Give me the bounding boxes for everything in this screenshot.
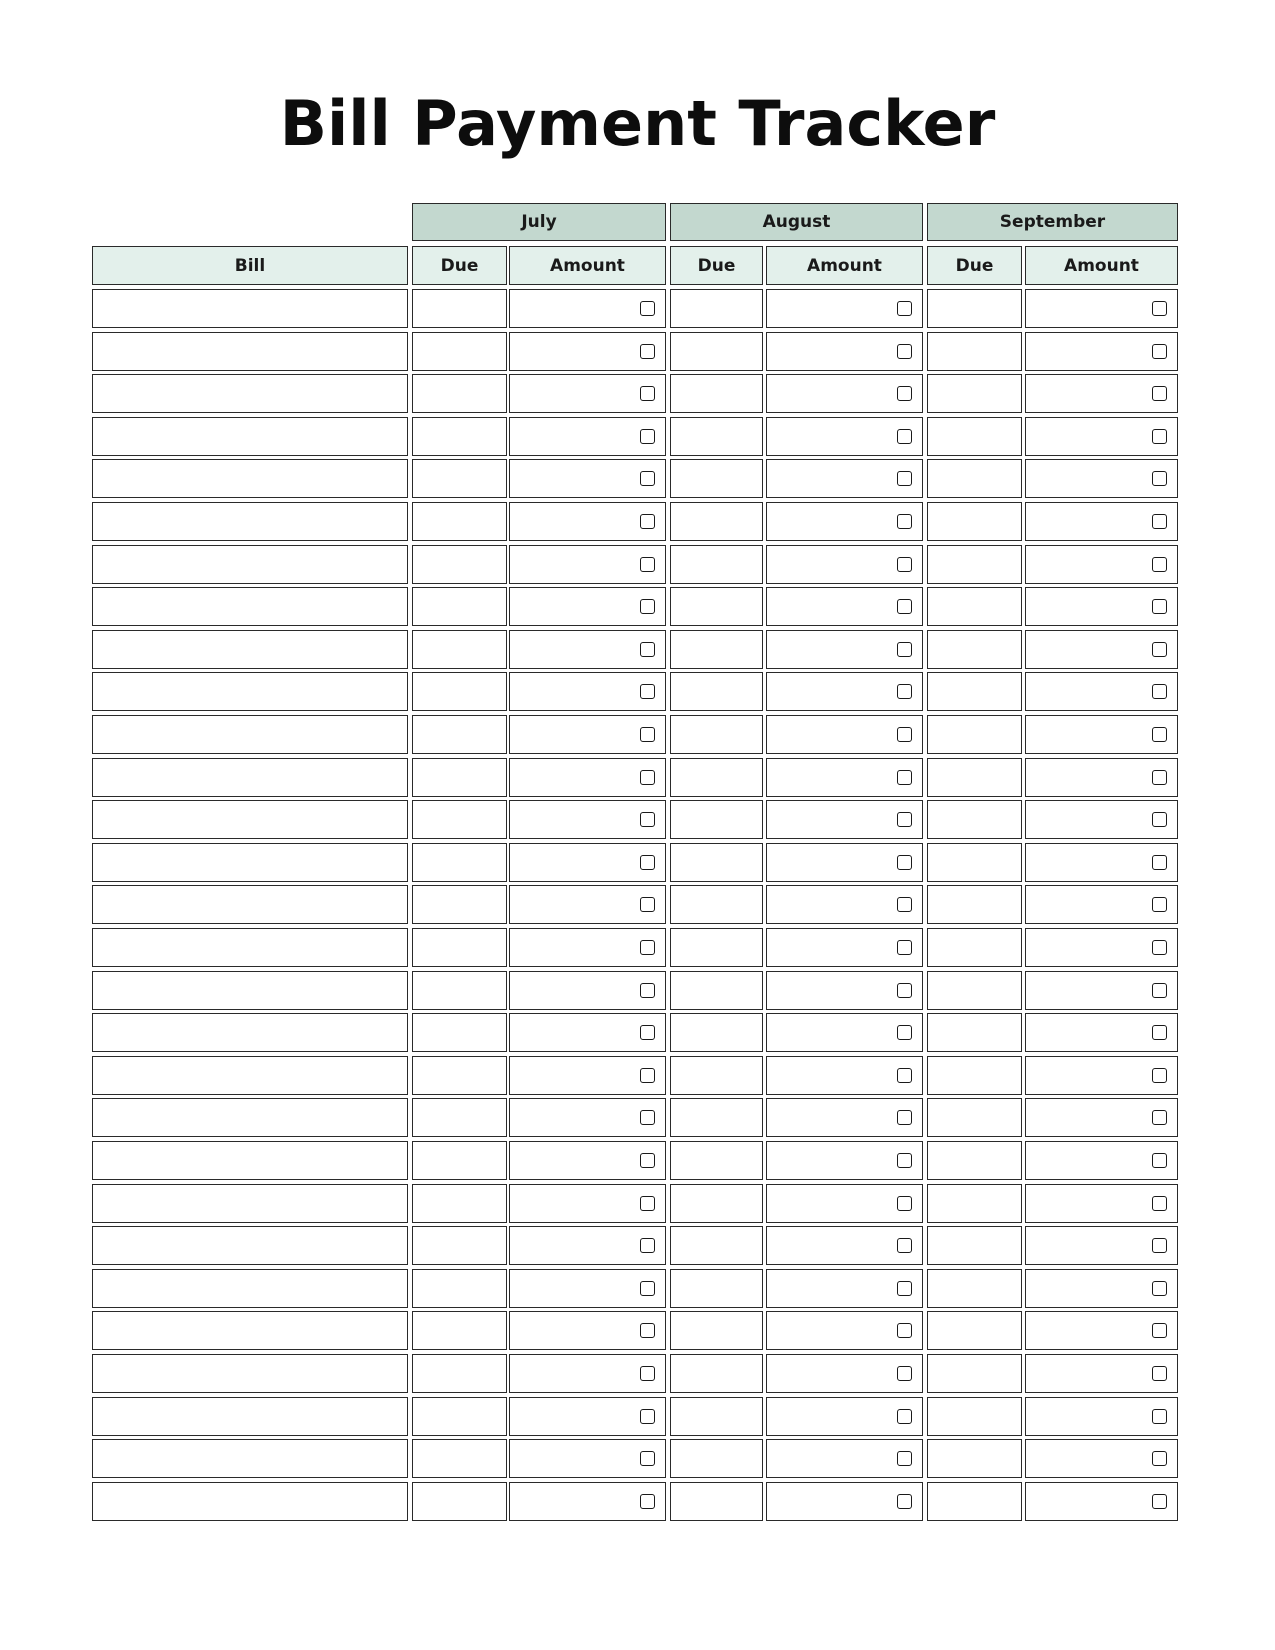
due-date-field[interactable] (670, 672, 763, 711)
paid-checkbox[interactable] (1152, 770, 1167, 785)
due-date-field[interactable] (412, 545, 507, 584)
paid-checkbox[interactable] (640, 940, 655, 955)
paid-checkbox[interactable] (897, 1110, 912, 1125)
paid-checkbox[interactable] (897, 1409, 912, 1424)
paid-checkbox[interactable] (1152, 1494, 1167, 1509)
due-date-field[interactable] (670, 545, 763, 584)
paid-checkbox[interactable] (640, 812, 655, 827)
due-date-field[interactable] (927, 374, 1022, 413)
due-date-field[interactable] (927, 758, 1022, 797)
paid-checkbox[interactable] (897, 897, 912, 912)
paid-checkbox[interactable] (640, 429, 655, 444)
due-date-field[interactable] (412, 502, 507, 541)
paid-checkbox[interactable] (640, 557, 655, 572)
paid-checkbox[interactable] (1152, 344, 1167, 359)
paid-checkbox[interactable] (640, 1068, 655, 1083)
month-header-august: August (670, 203, 923, 241)
paid-checkbox[interactable] (640, 1323, 655, 1338)
paid-checkbox[interactable] (897, 1068, 912, 1083)
bill-name-field[interactable] (92, 1226, 408, 1265)
bill-name-field[interactable] (92, 374, 408, 413)
bill-name-field[interactable] (92, 672, 408, 711)
bill-name-field[interactable] (92, 1482, 408, 1521)
column-header-amount: Amount (509, 246, 666, 285)
paid-checkbox[interactable] (897, 855, 912, 870)
paid-checkbox[interactable] (897, 1494, 912, 1509)
bill-name-field[interactable] (92, 885, 408, 924)
due-date-field[interactable] (412, 1397, 507, 1436)
due-date-field[interactable] (412, 800, 507, 839)
paid-checkbox[interactable] (897, 770, 912, 785)
paid-checkbox[interactable] (640, 1153, 655, 1168)
paid-checkbox[interactable] (1152, 557, 1167, 572)
paid-checkbox[interactable] (897, 301, 912, 316)
paid-checkbox[interactable] (1152, 684, 1167, 699)
paid-checkbox[interactable] (1152, 727, 1167, 742)
paid-checkbox[interactable] (640, 386, 655, 401)
paid-checkbox[interactable] (1152, 1238, 1167, 1253)
bill-name-field[interactable] (92, 758, 408, 797)
due-date-field[interactable] (412, 843, 507, 882)
due-date-field[interactable] (670, 843, 763, 882)
paid-checkbox[interactable] (1152, 1451, 1167, 1466)
bill-name-field[interactable] (92, 1354, 408, 1393)
due-date-field[interactable] (927, 502, 1022, 541)
paid-checkbox[interactable] (897, 599, 912, 614)
paid-checkbox[interactable] (1152, 301, 1167, 316)
bill-name-field[interactable] (92, 1311, 408, 1350)
paid-checkbox[interactable] (897, 1153, 912, 1168)
due-date-field[interactable] (670, 1269, 763, 1308)
due-date-field[interactable] (670, 1141, 763, 1180)
paid-checkbox[interactable] (897, 1323, 912, 1338)
paid-checkbox[interactable] (640, 1409, 655, 1424)
due-date-field[interactable] (927, 1141, 1022, 1180)
paid-checkbox[interactable] (1152, 599, 1167, 614)
paid-checkbox[interactable] (640, 1366, 655, 1381)
paid-checkbox[interactable] (640, 1281, 655, 1296)
due-date-field[interactable] (927, 1354, 1022, 1393)
due-date-field[interactable] (927, 1226, 1022, 1265)
due-date-field[interactable] (670, 800, 763, 839)
due-date-field[interactable] (670, 1397, 763, 1436)
bill-name-field[interactable] (92, 928, 408, 967)
paid-checkbox[interactable] (897, 1025, 912, 1040)
bill-name-field[interactable] (92, 1397, 408, 1436)
bill-name-field[interactable] (92, 502, 408, 541)
due-date-field[interactable] (670, 1354, 763, 1393)
due-date-field[interactable] (412, 289, 507, 328)
paid-checkbox[interactable] (640, 727, 655, 742)
due-date-field[interactable] (927, 1184, 1022, 1223)
due-date-field[interactable] (927, 289, 1022, 328)
due-date-field[interactable] (412, 332, 507, 371)
due-date-field[interactable] (412, 971, 507, 1010)
paid-checkbox[interactable] (640, 344, 655, 359)
paid-checkbox[interactable] (1152, 471, 1167, 486)
column-header-bill: Bill (92, 246, 408, 285)
paid-checkbox[interactable] (640, 1494, 655, 1509)
paid-checkbox[interactable] (640, 855, 655, 870)
due-date-field[interactable] (412, 1141, 507, 1180)
paid-checkbox[interactable] (1152, 514, 1167, 529)
paid-checkbox[interactable] (897, 1196, 912, 1211)
column-header-amount: Amount (1025, 246, 1178, 285)
paid-checkbox[interactable] (640, 770, 655, 785)
paid-checkbox[interactable] (897, 429, 912, 444)
paid-checkbox[interactable] (1152, 386, 1167, 401)
due-date-field[interactable] (670, 1482, 763, 1521)
due-date-field[interactable] (412, 885, 507, 924)
paid-checkbox[interactable] (897, 727, 912, 742)
paid-checkbox[interactable] (897, 642, 912, 657)
due-date-field[interactable] (927, 715, 1022, 754)
bill-name-field[interactable] (92, 587, 408, 626)
bill-name-field[interactable] (92, 843, 408, 882)
paid-checkbox[interactable] (1152, 1068, 1167, 1083)
bill-name-field[interactable] (92, 1269, 408, 1308)
paid-checkbox[interactable] (1152, 812, 1167, 827)
bill-name-field[interactable] (92, 459, 408, 498)
bill-name-field[interactable] (92, 800, 408, 839)
paid-checkbox[interactable] (897, 344, 912, 359)
paid-checkbox[interactable] (640, 1451, 655, 1466)
paid-checkbox[interactable] (1152, 940, 1167, 955)
paid-checkbox[interactable] (1152, 1153, 1167, 1168)
due-date-field[interactable] (670, 587, 763, 626)
paid-checkbox[interactable] (640, 1025, 655, 1040)
due-date-field[interactable] (927, 332, 1022, 371)
paid-checkbox[interactable] (640, 301, 655, 316)
due-date-field[interactable] (927, 885, 1022, 924)
paid-checkbox[interactable] (897, 471, 912, 486)
bill-name-field[interactable] (92, 545, 408, 584)
bill-name-field[interactable] (92, 1013, 408, 1052)
month-header-september: September (927, 203, 1178, 241)
column-header-amount: Amount (766, 246, 923, 285)
due-date-field[interactable] (927, 459, 1022, 498)
due-date-field[interactable] (927, 672, 1022, 711)
due-date-field[interactable] (412, 758, 507, 797)
due-date-field[interactable] (412, 1013, 507, 1052)
paid-checkbox[interactable] (1152, 1196, 1167, 1211)
due-date-field[interactable] (927, 587, 1022, 626)
column-header-due: Due (927, 246, 1022, 285)
paid-checkbox[interactable] (1152, 1281, 1167, 1296)
due-date-field[interactable] (412, 417, 507, 456)
due-date-field[interactable] (927, 545, 1022, 584)
due-date-field[interactable] (670, 1056, 763, 1095)
due-date-field[interactable] (670, 1311, 763, 1350)
due-date-field[interactable] (670, 289, 763, 328)
paid-checkbox[interactable] (897, 1366, 912, 1381)
month-header-july: July (412, 203, 666, 241)
paid-checkbox[interactable] (1152, 1110, 1167, 1125)
due-date-field[interactable] (412, 1439, 507, 1478)
due-date-field[interactable] (412, 1226, 507, 1265)
bill-name-field[interactable] (92, 715, 408, 754)
paid-checkbox[interactable] (897, 940, 912, 955)
due-date-field[interactable] (670, 459, 763, 498)
bill-name-field[interactable] (92, 1098, 408, 1137)
due-date-field[interactable] (670, 1226, 763, 1265)
due-date-field[interactable] (927, 843, 1022, 882)
due-date-field[interactable] (412, 1098, 507, 1137)
bill-name-field[interactable] (92, 1439, 408, 1478)
bill-name-field[interactable] (92, 332, 408, 371)
due-date-field[interactable] (670, 1439, 763, 1478)
due-date-field[interactable] (670, 928, 763, 967)
due-date-field[interactable] (670, 417, 763, 456)
paid-checkbox[interactable] (897, 514, 912, 529)
paid-checkbox[interactable] (1152, 897, 1167, 912)
paid-checkbox[interactable] (640, 514, 655, 529)
due-date-field[interactable] (670, 1184, 763, 1223)
paid-checkbox[interactable] (897, 1451, 912, 1466)
paid-checkbox[interactable] (640, 471, 655, 486)
paid-checkbox[interactable] (640, 897, 655, 912)
paid-checkbox[interactable] (640, 1196, 655, 1211)
due-date-field[interactable] (670, 332, 763, 371)
due-date-field[interactable] (927, 800, 1022, 839)
bill-name-field[interactable] (92, 417, 408, 456)
due-date-field[interactable] (670, 1098, 763, 1137)
paid-checkbox[interactable] (640, 684, 655, 699)
paid-checkbox[interactable] (897, 1238, 912, 1253)
due-date-field[interactable] (412, 374, 507, 413)
due-date-field[interactable] (412, 1269, 507, 1308)
column-header-due: Due (412, 246, 507, 285)
due-date-field[interactable] (927, 1482, 1022, 1521)
paid-checkbox[interactable] (1152, 1323, 1167, 1338)
due-date-field[interactable] (412, 1184, 507, 1223)
due-date-field[interactable] (412, 1354, 507, 1393)
due-date-field[interactable] (927, 928, 1022, 967)
bill-name-field[interactable] (92, 630, 408, 669)
bill-name-field[interactable] (92, 971, 408, 1010)
column-header-due: Due (670, 246, 763, 285)
paid-checkbox[interactable] (1152, 1366, 1167, 1381)
due-date-field[interactable] (670, 715, 763, 754)
due-date-field[interactable] (927, 1098, 1022, 1137)
due-date-field[interactable] (927, 971, 1022, 1010)
due-date-field[interactable] (927, 1056, 1022, 1095)
page-title: Bill Payment Tracker (279, 87, 996, 160)
due-date-field[interactable] (927, 417, 1022, 456)
due-date-field[interactable] (412, 1311, 507, 1350)
paid-checkbox[interactable] (897, 1281, 912, 1296)
paid-checkbox[interactable] (1152, 983, 1167, 998)
paid-checkbox[interactable] (897, 684, 912, 699)
paid-checkbox[interactable] (640, 983, 655, 998)
due-date-field[interactable] (412, 630, 507, 669)
due-date-field[interactable] (670, 1013, 763, 1052)
due-date-field[interactable] (927, 1013, 1022, 1052)
paid-checkbox[interactable] (897, 983, 912, 998)
due-date-field[interactable] (412, 928, 507, 967)
due-date-field[interactable] (670, 630, 763, 669)
due-date-field[interactable] (670, 758, 763, 797)
paid-checkbox[interactable] (897, 386, 912, 401)
paid-checkbox[interactable] (640, 642, 655, 657)
bill-name-field[interactable] (92, 1184, 408, 1223)
paid-checkbox[interactable] (897, 812, 912, 827)
bill-name-field[interactable] (92, 1141, 408, 1180)
due-date-field[interactable] (412, 1056, 507, 1095)
paid-checkbox[interactable] (640, 599, 655, 614)
due-date-field[interactable] (927, 1397, 1022, 1436)
bill-name-field[interactable] (92, 1056, 408, 1095)
paid-checkbox[interactable] (640, 1238, 655, 1253)
due-date-field[interactable] (927, 1269, 1022, 1308)
due-date-field[interactable] (670, 502, 763, 541)
due-date-field[interactable] (927, 630, 1022, 669)
due-date-field[interactable] (670, 885, 763, 924)
paid-checkbox[interactable] (897, 557, 912, 572)
due-date-field[interactable] (927, 1439, 1022, 1478)
due-date-field[interactable] (670, 374, 763, 413)
due-date-field[interactable] (412, 587, 507, 626)
due-date-field[interactable] (927, 1311, 1022, 1350)
paid-checkbox[interactable] (1152, 1409, 1167, 1424)
due-date-field[interactable] (412, 672, 507, 711)
bill-name-field[interactable] (92, 289, 408, 328)
due-date-field[interactable] (412, 1482, 507, 1521)
paid-checkbox[interactable] (1152, 855, 1167, 870)
due-date-field[interactable] (412, 459, 507, 498)
paid-checkbox[interactable] (1152, 429, 1167, 444)
paid-checkbox[interactable] (1152, 1025, 1167, 1040)
due-date-field[interactable] (412, 715, 507, 754)
paid-checkbox[interactable] (640, 1110, 655, 1125)
paid-checkbox[interactable] (1152, 642, 1167, 657)
due-date-field[interactable] (670, 971, 763, 1010)
